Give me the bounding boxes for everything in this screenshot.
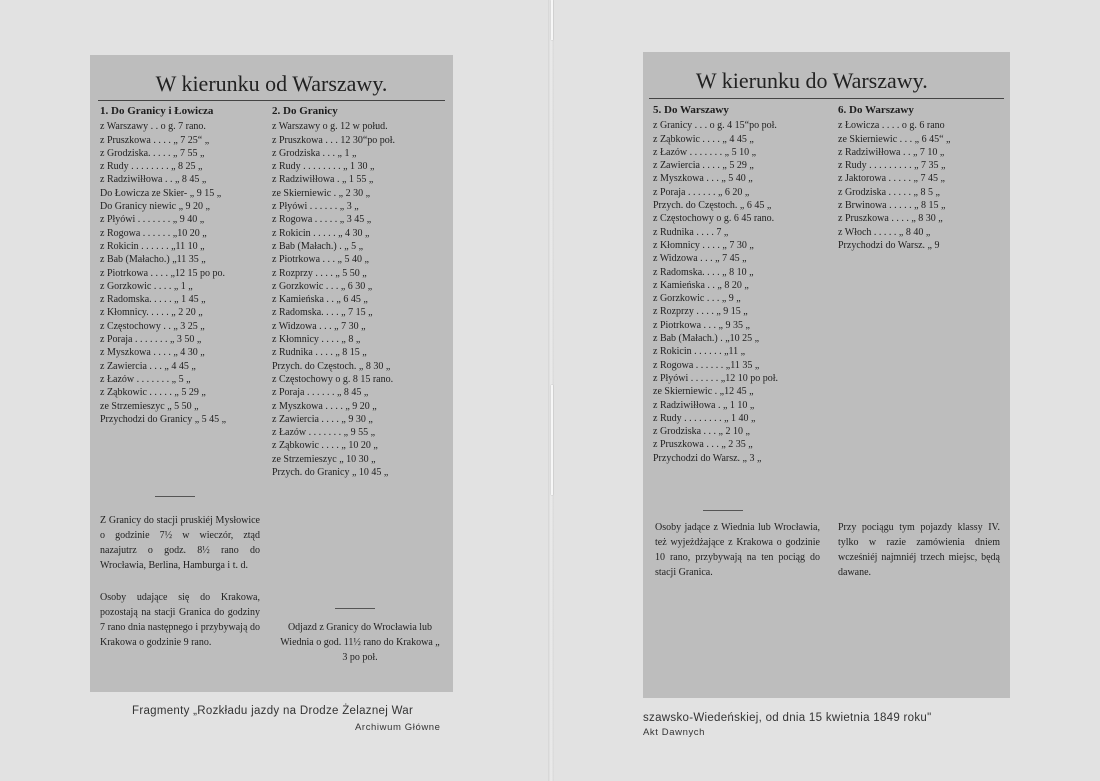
title-rule (98, 100, 445, 101)
timetable-row: z Ząbkowic . . . . „ 4 45 „ (653, 133, 754, 145)
stop-list (100, 120, 265, 426)
timetable-row: z Radomska. . . . . „ 1 45 „ (100, 294, 206, 306)
divider (335, 608, 375, 609)
timetable-row: z Rudnika . . . . 7 „ (653, 226, 729, 238)
timetable-row: z Łazów . . . . . . . „ 5 „ (100, 373, 191, 385)
timetable-row: z Myszkowa . . . . „ 4 30 „ (100, 347, 205, 359)
stop-list (838, 119, 1003, 252)
timetable-row: Przych. do Częstoch. „ 8 30 „ (272, 360, 391, 372)
timetable-row: z Rudnika . . . . „ 8 15 „ (272, 347, 367, 359)
note-text: Przy pociągu tym pojazdy klassy IV. tylko w razie zamówienia dniem wcześniéj najmniéj trzech miejsc, będą dawane. (838, 522, 1000, 578)
timetable-row: z Płyówi . . . . . . „12 10 po poł. (653, 372, 778, 384)
timetable-row: z Włoch . . . . . „ 8 40 „ (838, 226, 931, 238)
timetable-row: z Poraja . . . . . . „ 8 45 „ (272, 387, 369, 399)
timetable-row: Przychodzi do Warsz. „ 9 (838, 239, 940, 251)
page-title: W kierunku od Warszawy. (155, 71, 388, 96)
timetable-row: z Widzowa . . . „ 7 30 „ (272, 320, 366, 332)
timetable-row: z Widzowa . . . „ 7 45 „ (653, 253, 747, 265)
timetable-row: z Łowicza . . . . o g. 6 rano (838, 120, 945, 132)
timetable-row: z Grodziska . . . „ 2 10 „ (653, 426, 750, 438)
timetable-row: z Gorzkowic . . . „ 9 „ (653, 293, 741, 305)
timetable-row: z Rokicin . . . . . . „11 10 „ (100, 240, 205, 252)
caption-right: szawsko-Wiedeńskiej, od dnia 15 kwietnia 1849 roku" (643, 712, 932, 724)
train-5-column (653, 104, 831, 465)
timetable-row: z Rokicin . . . . . . „11 „ (653, 346, 746, 358)
timetable-row: z Bab (Małacho.) „11 35 „ (100, 254, 206, 266)
title-rule (649, 98, 1004, 99)
timetable-row: z Myszkowa . . . „ 5 40 „ (653, 173, 753, 185)
timetable-row: z Rudy . . . . . . . . „ 1 40 „ (653, 412, 756, 424)
timetable-row: ze Skierniewic . „12 45 „ (653, 386, 754, 398)
timetable-row: z Grodziska . . . „ 1 „ (272, 147, 357, 159)
timetable-row: z Płyówi . . . . . . . „ 9 40 „ (100, 214, 205, 226)
timetable-row: z Piotrkowa . . . . „12 15 po po. (100, 267, 225, 279)
timetable-row: Do Granicy niewic „ 9 20 „ (100, 201, 210, 213)
column-header: 5. Do Warszawy (653, 104, 729, 116)
timetable-row: z Radziwiłłowa . „ 1 55 „ (272, 174, 374, 186)
timetable-right-page (643, 52, 1010, 698)
timetable-row: z Poraja . . . . . . . „ 3 50 „ (100, 334, 202, 346)
timetable-row: z Rogowa . . . . . . „11 35 „ (653, 359, 760, 371)
timetable-row: z Pruszkowa . . . . „ 8 30 „ (838, 213, 943, 225)
timetable-left-page (90, 55, 453, 692)
caption-right-sub: Akt Dawnych (643, 727, 706, 738)
timetable-row: Przych. do Częstoch. „ 6 45 „ (653, 200, 772, 212)
timetable-row: z Piotrkowa . . . „ 9 35 „ (653, 319, 750, 331)
timetable-row: z Kamieńska . . „ 8 20 „ (653, 279, 749, 291)
note-text: Osoby jadące z Wiednia lub Wrocławia, też wyjeżdżające z Krakowa o godzinie 10 rano, przybywają na ten pociąg do stacji Granica. (655, 522, 820, 578)
timetable-row: z Rokicin . . . . . „ 4 30 „ (272, 227, 370, 239)
timetable-row: z Rudy . . . . . . . . „ 8 25 „ (100, 161, 203, 173)
timetable-row: z Rogowa . . . . . . „10 20 „ (100, 227, 207, 239)
column-header: 2. Do Granicy (272, 105, 338, 117)
note-text: Odjazd z Granicy do Wrocławia lub Wiednia o god. 11½ rano do Krakowa „ 3 po poł. (280, 622, 440, 663)
timetable-row: z Płyówi . . . . . . „ 3 „ (272, 201, 359, 213)
timetable-row: z Radziwiłłowa . . „ 8 45 „ (100, 174, 207, 186)
timetable-row: z Ząbkowic . . . . „ 10 20 „ (272, 440, 378, 452)
page-title: W kierunku do Warszawy. (695, 68, 928, 93)
timetable-row: z Radziwiłłowa . . „ 7 10 „ (838, 146, 945, 158)
timetable-row: z Ząbkowic . . . . . „ 5 29 „ (100, 387, 206, 399)
timetable-row: z Kłomnicy . . . . „ 7 30 „ (653, 239, 754, 251)
timetable-row: ze Skierniewic . . . „ 6 45“ „ (838, 133, 951, 145)
divider (703, 510, 743, 511)
timetable-row: z Częstochowy . . „ 3 25 „ (100, 320, 205, 332)
timetable-row: Do Łowicza ze Skier- „ 9 15 „ (100, 187, 222, 199)
train-6-column (838, 104, 1003, 252)
timetable-row: z Kłomnicy . . . . „ 8 „ (272, 334, 361, 346)
note-text: Z Granicy do stacji pruskiéj Mysłowice o godzinie 7½ w wieczór, ztąd nazajutrz o godz. 8½ rano do Wrocławia, Berlina, Hamburga i t. d. (100, 515, 260, 571)
timetable-row: z Łazów . . . . . . . „ 5 10 „ (653, 146, 757, 158)
timetable-row: z Łazów . . . . . . . „ 9 55 „ (272, 427, 376, 439)
timetable-row: z Rogowa . . . . . „ 3 45 „ (272, 214, 372, 226)
timetable-row: z Brwinowa . . . . . „ 8 15 „ (838, 200, 946, 212)
timetable-row: z Granicy . . . o g. 4 15“po poł. (653, 120, 777, 132)
timetable-row: ze Strzemieszyc „ 10 30 „ (272, 453, 376, 465)
timetable-row: z Bab (Małach.) . „ 5 „ (272, 240, 364, 252)
timetable-row: z Grodziska. . . . . „ 7 55 „ (100, 147, 205, 159)
timetable-row: z Bab (Małach.) . „10 25 „ (653, 333, 760, 345)
timetable-row: ze Skierniewic . „ 2 30 „ (272, 187, 371, 199)
timetable-row: Przychodzi do Granicy „ 5 45 „ (100, 413, 227, 425)
timetable-row: Przychodzi do Warsz. „ 3 „ (653, 452, 762, 464)
stop-list (272, 120, 447, 479)
train-1-column (100, 105, 265, 426)
binding-thread (551, 385, 553, 495)
stop-list (653, 119, 831, 465)
timetable-row: z Pruszkowa . . . . „ 7 25“ „ (100, 134, 210, 146)
timetable-row: z Pruszkowa . . . 12 30“po poł. (272, 134, 396, 146)
timetable-row: z Warszawy o g. 12 w połud. (272, 121, 388, 133)
timetable-row: z Gorzkowic . . . . „ 1 „ (100, 280, 193, 292)
timetable-row: z Rudy . . . . . . . . „ 1 30 „ (272, 161, 375, 173)
timetable-row: z Gorzkowic . . . „ 6 30 „ (272, 280, 373, 292)
timetable-row: z Radomska. . . . „ 7 15 „ (272, 307, 373, 319)
timetable-row: ze Strzemieszyc „ 5 50 „ (100, 400, 199, 412)
timetable-row: z Zawiercia . . . „ 4 45 „ (100, 360, 196, 372)
timetable-row: z Pruszkowa . . . „ 2 35 „ (653, 439, 753, 451)
timetable-row: z Częstochowy o g. 8 15 rano. (272, 373, 394, 385)
divider (155, 496, 195, 497)
caption-left: Fragmenty „Rozkładu jazdy na Drodze Żelaznej War (132, 705, 414, 717)
timetable-row: z Rozprzy . . . . „ 9 15 „ (653, 306, 748, 318)
binding-thread (551, 0, 553, 40)
timetable-row: z Zawiercia . . . . „ 9 30 „ (272, 413, 373, 425)
timetable-row: z Jaktorowa . . . . . „ 7 45 „ (838, 173, 945, 185)
column-header: 6. Do Warszawy (838, 104, 914, 116)
timetable-row: z Zawiercia . . . . „ 5 29 „ (653, 160, 754, 172)
timetable-row: z Rudy . . . . . . . . . „ 7 35 „ (838, 160, 946, 172)
timetable-row: z Radomska. . . . „ 8 10 „ (653, 266, 754, 278)
timetable-row: z Myszkowa . . . . „ 9 20 „ (272, 400, 377, 412)
timetable-row: z Kamieńska . . „ 6 45 „ (272, 294, 368, 306)
timetable-row: z Poraja . . . . . . „ 6 20 „ (653, 186, 750, 198)
timetable-row: z Częstochowy o g. 6 45 rano. (653, 213, 775, 225)
caption-left-sub: Archiwum Główne (355, 722, 441, 733)
timetable-row: z Grodziska . . . . . „ 8 5 „ (838, 186, 940, 198)
timetable-row: z Rozprzy . . . . „ 5 50 „ (272, 267, 367, 279)
timetable-row: z Piotrkowa . . . „ 5 40 „ (272, 254, 369, 266)
note-text: Osoby udające się do Krakowa, pozostają na stacji Granica do godziny 7 rano dnia następnego i przybywają do Krakowa o godzinie 9 rano. (100, 592, 260, 648)
timetable-row: z Warszawy . . o g. 7 rano. (100, 121, 206, 133)
timetable-row: z Kłomnicy. . . . . „ 2 20 „ (100, 307, 203, 319)
timetable-row: z Radziwiłłowa . „ 1 10 „ (653, 399, 755, 411)
column-header: 1. Do Granicy i Łowicza (100, 105, 214, 117)
train-2-column (272, 105, 447, 479)
timetable-row: Przych. do Granicy „ 10 45 „ (272, 467, 389, 479)
